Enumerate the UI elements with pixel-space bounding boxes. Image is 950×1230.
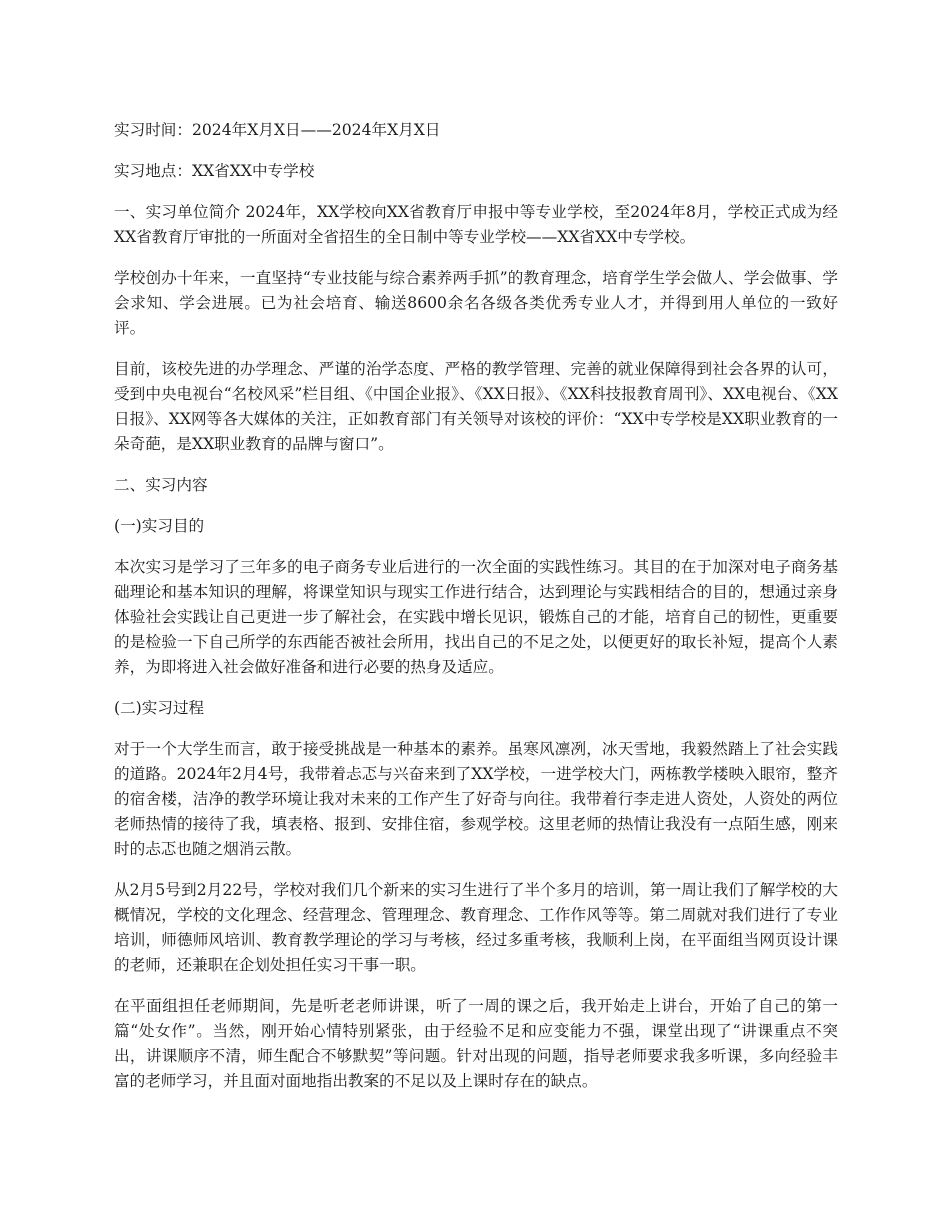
paragraph-school-reputation: 目前，该校先进的办学理念、严谨的治学态度、严格的教学管理、完善的就业保障得到社会各界的认可，受到中央电视台“名校风采”栏目组、《中国企业报》、《XX日报》、《XX科技报教育周刊》、XX电视台、《XX日报》、XX网等各大媒体的关注，正如教育部门有关领导对该校的评价：“XX中专学校是XX职业教育的一朵奇葩，是XX职业教育的品牌与窗口”。 [114, 360, 838, 453]
subheading-internship-process: (二)实习过程 [114, 699, 205, 717]
subheading-internship-purpose: (一)实习目的 [114, 517, 205, 535]
paragraph-training: 从2月5号到2月22号，学校对我们几个新来的实习生进行了半个多月的培训，第一周让我们了解学校的大概情况，学校的文化理念、经营理念、管理理念、教育理念、工作作风等等。第二周就对我们进行了专业培训，师德师风培训、教育教学理论的学习与考核，经过多重考核，我顺利上岗，在平面组当网页设计课的老师，还兼职在企划处担任实习干事一职。 [114, 881, 838, 974]
paragraph-teaching: 在平面组担任老师期间，先是听老老师讲课，听了一周的课之后，我开始走上讲台，开始了自己的第一篇“处女作”。当然，刚开始心情特别紧张，由于经验不足和应变能力不强，课堂出现了“讲课重点不突出，讲课顺序不清，师生配合不够默契”等问题。针对出现的问题，指导老师要求我多听课，多向经验丰富的老师学习，并且面对面地指出教案的不足以及上课时存在的缺点。 [114, 997, 838, 1090]
paragraph-internship-purpose: 本次实习是学习了三年多的电子商务专业后进行的一次全面的实践性练习。其目的在于加深对电子商务基础理论和基本知识的理解，将课堂知识与现实工作进行结合，达到理论与实践相结合的目的，想通过亲身体验社会实践让自己更进一步了解社会，在实践中增长见识，锻炼自己的才能，培育自己的韧性，更重要的是检验一下自己所学的东西能否被社会所用，找出自己的不足之处，以便更好的取长补短，提高个人素养，为即将进入社会做好准备和进行必要的热身及适应。 [114, 558, 838, 676]
heading-internship-content: 二、实习内容 [114, 476, 208, 494]
internship-time: 实习时间：2024年X月X日——2024年X月X日 [114, 121, 441, 139]
section-unit-intro: 一、实习单位简介 2024年，XX学校向XX省教育厅申报中等专业学校，至2024年8月，学校正式成为经XX省教育厅审批的一所面对全省招生的全日制中等专业学校——XX省XX中专学校。 [114, 203, 838, 246]
internship-location: 实习地点：XX省XX中专学校 [114, 162, 315, 180]
paragraph-arrival: 对于一个大学生而言，敢于接受挑战是一种基本的素养。虽寒风凛冽，冰天雪地，我毅然踏上了社会实践的道路。2024年2月4号，我带着忐忑与兴奋来到了XX学校，一进学校大门，两栋教学楼映入眼帘，整齐的宿舍楼，洁净的教学环境让我对未来的工作产生了好奇与向往。我带着行李走进人资处，人资处的两位老师热情的接待了我，填表格、报到、安排住宿，参观学校。这里老师的热情让我没有一点陌生感，刚来时的忐忑也随之烟消云散。 [114, 740, 838, 858]
document-body [114, 118, 838, 1110]
paragraph-school-history: 学校创办十年来，一直坚持“专业技能与综合素养两手抓”的教育理念，培育学生学会做人、学会做事、学会求知、学会进展。已为社会培育、输送8600余名各级各类优秀专业人才，并得到用人单位的一致好评。 [114, 269, 838, 337]
